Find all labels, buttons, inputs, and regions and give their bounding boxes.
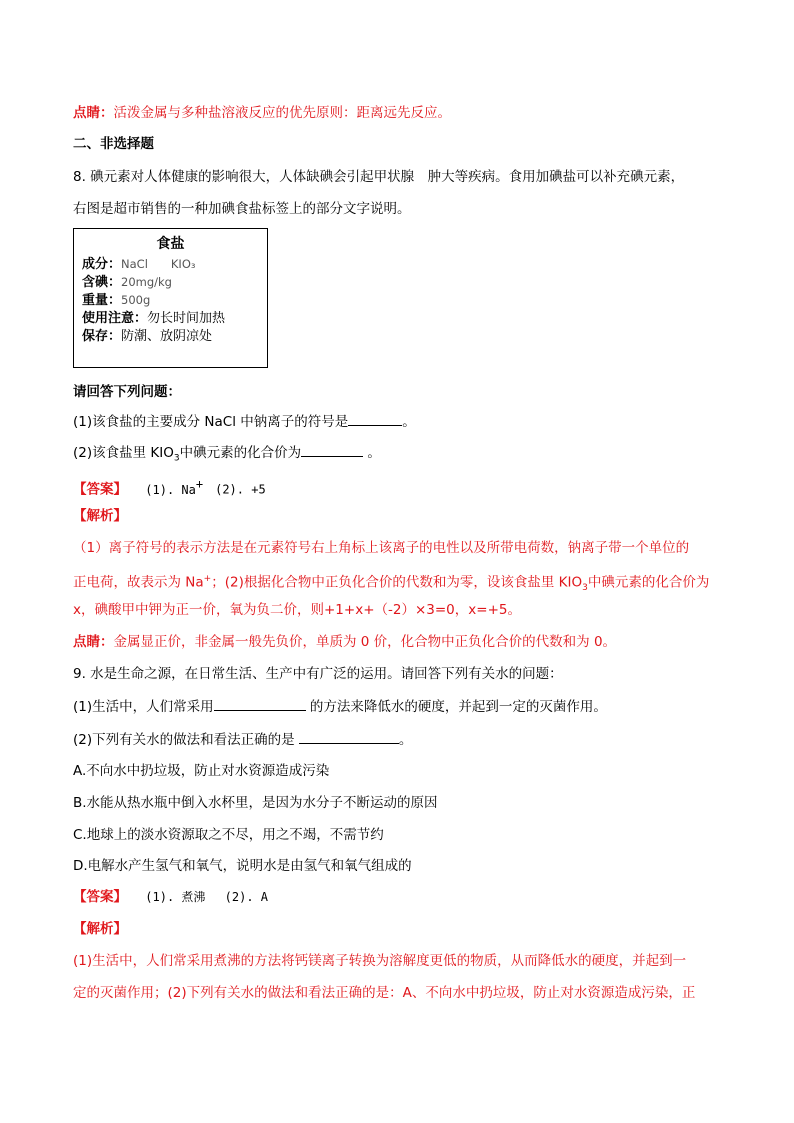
q8-sub2-subscript: 3 — [173, 453, 180, 464]
q8-sub1 — [73, 411, 416, 432]
tip-label: 点睛： — [73, 634, 114, 650]
analysis-text: 中碘元素的化合价为 — [587, 574, 710, 591]
q8-sub2-mid: 中碘元素的化合价为 — [179, 445, 302, 461]
q8-analysis-line3: x，碘酸甲中钾为正一价，氧为负二价，则+1+x+（-2）×3=0，x=+5。 — [73, 602, 521, 618]
salt-label-row — [82, 325, 212, 344]
answer-blank — [214, 696, 306, 711]
salt-label-value: 防潮、放阴凉处 — [121, 329, 213, 344]
salt-label-title: 食盐 — [156, 236, 185, 252]
q8-analysis-label: 【解析】 — [73, 508, 127, 524]
q9-sub1 — [73, 696, 607, 717]
salt-label-key: 含碘： — [82, 275, 122, 290]
q9-sub2-end: 。 — [398, 732, 413, 748]
q9-option-b: B.水能从热水瓶中倒入水杯里，是因为水分子不断运动的原因 — [73, 795, 438, 811]
salt-label-box — [73, 228, 268, 368]
analysis-text: ；(2)根据化合物中正负化合价的代数和为零，设该食盐里 KIO — [211, 574, 583, 591]
answer-label: 【答案】 — [73, 481, 127, 498]
q8-tip — [73, 632, 616, 652]
salt-label-value: 勿长时间加热 — [147, 311, 226, 326]
q8-sub1-text: (1)该食盐的主要成分 NaCl 中钠离子的符号是 — [73, 414, 349, 430]
answer-text: (1). 煮沸 (2). A — [145, 890, 268, 904]
salt-label-value: 500g — [121, 293, 151, 307]
answer-text: (1). Na — [145, 482, 196, 497]
analysis-text: 正电荷，故表示为 Na — [73, 574, 204, 591]
salt-label-key: 使用注意： — [82, 311, 148, 326]
q9-sub1-end: 的方法来降低水的硬度，并起到一定的灭菌作用。 — [305, 699, 607, 715]
q9-answer — [73, 887, 268, 907]
answer-sup: + — [195, 477, 204, 491]
tip-text: 金属显正价，非金属一般先负价，单质为 0 价，化合物中正负化合价的代数和为 0。 — [113, 634, 617, 650]
q8-analysis-line1: （1）离子符号的表示方法是在元素符号右上角标上该离子的电性以及所带电荷数，钠离子带一个单位的 — [73, 540, 690, 556]
section-title: 二、非选择题 — [73, 136, 154, 152]
q9-stem: 9. 水是生命之源，在日常生活、生产中有广泛的运用。请回答下列有关水的问题： — [73, 666, 563, 682]
answer-blank — [301, 442, 363, 457]
analysis-sub: 3 — [582, 583, 588, 594]
q8-analysis-line2 — [73, 569, 709, 598]
q8-stem-line2: 右图是超市销售的一种加碘食盐标签上的部分文字说明。 — [73, 201, 411, 217]
analysis-sup: + — [203, 574, 212, 584]
tip-text: 活泼金属与多种盐溶液反应的优先原则：距离远先反应。 — [113, 105, 451, 121]
salt-label-key: 重量： — [82, 293, 122, 308]
salt-label-row — [82, 307, 225, 326]
q8-stem-line1: 8. 碘元素对人体健康的影响很大，人体缺碘会引起甲状腺 肿大等疾病。食用加碘盐可以补充碘元素， — [73, 169, 685, 185]
salt-label-row — [82, 253, 196, 272]
salt-label-value: 20mg/kg — [121, 275, 172, 289]
q9-sub1-text: (1)生活中，人们常采用 — [73, 699, 214, 715]
tip-line — [73, 103, 451, 123]
q9-option-a: A.不向水中扔垃圾，防止对水资源造成污染 — [73, 763, 330, 779]
salt-label-row — [82, 271, 172, 290]
answer-text-2: (2). +5 — [203, 482, 266, 497]
answer-blank — [299, 729, 399, 744]
q9-analysis-label: 【解析】 — [73, 921, 127, 937]
salt-label-key: 成分： — [82, 257, 122, 272]
q9-option-d: D.电解水产生氢气和氧气，说明水是由氢气和氧气组成的 — [73, 858, 412, 874]
q8-sub1-end: 。 — [402, 414, 416, 430]
tip-label: 点睛： — [73, 105, 114, 121]
answer-label: 【答案】 — [73, 889, 127, 905]
q8-prompt: 请回答下列问题： — [73, 384, 181, 400]
salt-label-value: NaCl KIO₃ — [121, 257, 196, 271]
answer-blank — [348, 411, 402, 426]
q8-sub2 — [73, 442, 381, 469]
q8-answer — [73, 474, 266, 500]
q8-sub2-text: (2)该食盐里 KIO — [73, 445, 174, 461]
q9-option-c: C.地球上的淡水资源取之不尽，用之不竭，不需节约 — [73, 827, 384, 843]
q9-analysis-line1: (1)生活中，人们常采用煮沸的方法将钙镁离子转换为溶解度更低的物质，从而降低水的硬度，并起到一 — [73, 953, 687, 969]
q9-sub2-text: (2)下列有关水的做法和看法正确的是 — [73, 732, 299, 748]
q9-analysis-line2: 定的灭菌作用；(2)下列有关水的做法和看法正确的是：A、不向水中扔垃圾，防止对水资源造成污染，正 — [73, 985, 696, 1001]
q9-sub2 — [73, 729, 412, 750]
salt-label-row — [82, 289, 150, 308]
salt-label-key: 保存： — [82, 329, 122, 344]
q8-sub2-end: 。 — [363, 445, 381, 461]
